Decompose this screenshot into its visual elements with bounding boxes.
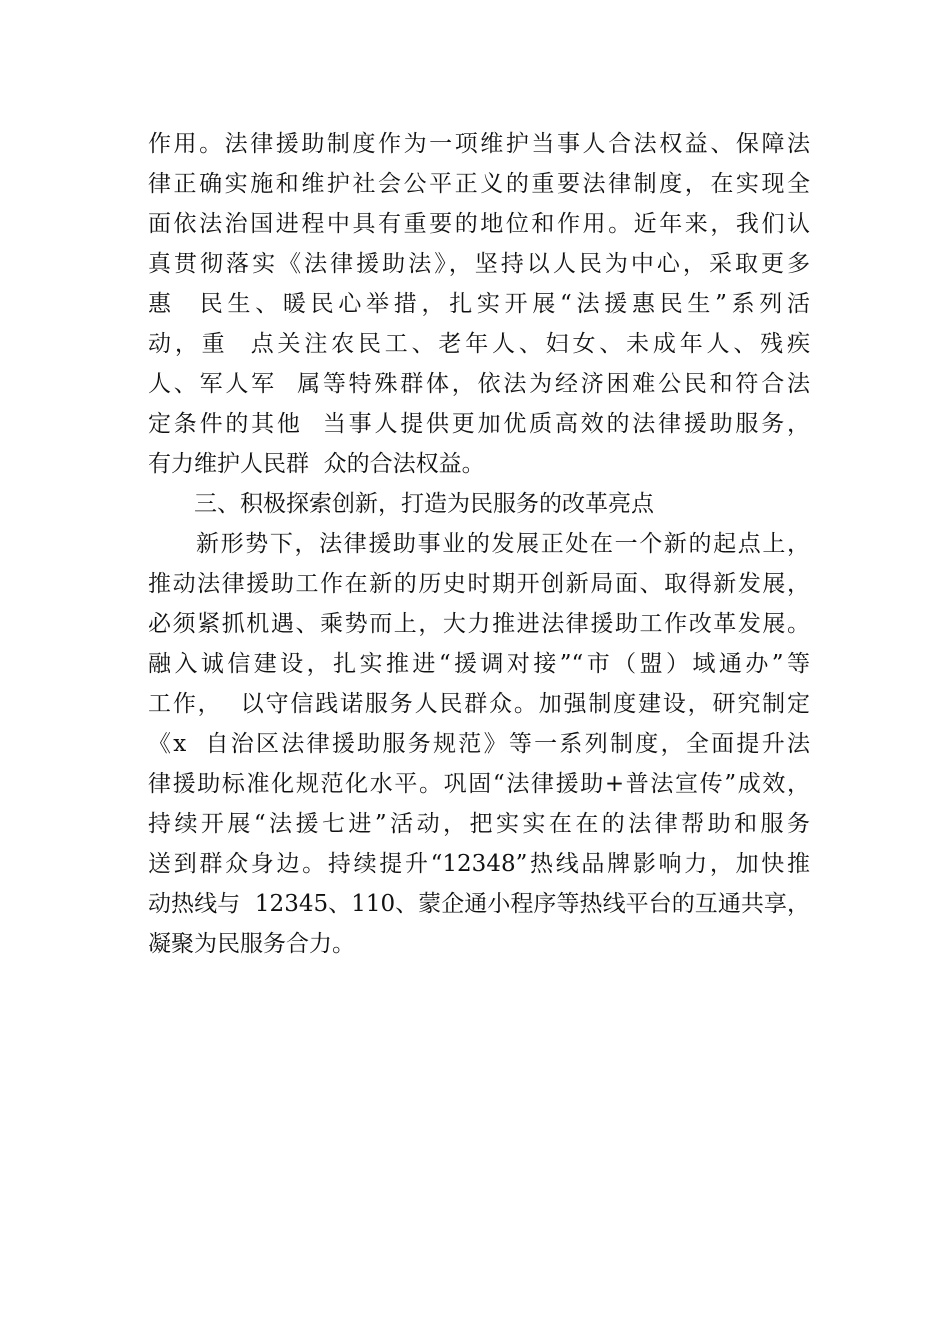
paragraph-2-line: 持续开展“法援七进”活动，把实实在在的法律帮助和服务 — [148, 811, 810, 837]
paragraph-1-line: 律正确实施和维护社会公平正义的重要法律制度，在实现全 — [148, 171, 810, 197]
paragraph-2-line: 动热线与 12345、110、蒙企通小程序等热线平台的互通共享， — [148, 891, 810, 917]
section-heading: 三、积极探索创新，打造为民服务的改革亮点 — [194, 491, 654, 517]
paragraph-1-line: 人、军人军 属等特殊群体，依法为经济困难公民和符合法 — [148, 371, 810, 397]
paragraph-1-line: 定条件的其他 当事人提供更加优质高效的法律援助服务， — [148, 411, 810, 437]
paragraph-2-line: 凝聚为民服务合力。 — [148, 931, 355, 957]
paragraph-2-line: 工作， 以守信践诺服务人民群众。加强制度建设，研究制定 — [148, 691, 810, 717]
document-body — [148, 124, 810, 964]
paragraph-2-line: 新形势下，法律援助事业的发展正处在一个新的起点上， — [196, 531, 810, 557]
paragraph-1-line: 动，重 点关注农民工、老年人、妇女、未成年人、残疾 — [148, 331, 810, 357]
paragraph-2-line: 送到群众身边。持续提升“12348”热线品牌影响力，加快推 — [148, 851, 810, 877]
paragraph-2-line: 《x 自治区法律援助服务规范》等一系列制度，全面提升法 — [148, 731, 810, 757]
paragraph-2-line: 融入诚信建设，扎实推进“援调对接”“市（盟）域通办”等 — [148, 651, 810, 677]
paragraph-1-line: 有力维护人民群 众的合法权益。 — [148, 451, 485, 477]
paragraph-2-line: 必须紧抓机遇、乘势而上，大力推进法律援助工作改革发展。 — [148, 611, 810, 637]
paragraph-1-line: 作用。法律援助制度作为一项维护当事人合法权益、保障法 — [148, 131, 810, 157]
paragraph-1-line: 面依法治国进程中具有重要的地位和作用。近年来，我们认 — [148, 211, 810, 237]
paragraph-1-line: 真贯彻落实《法律援助法》，坚持以人民为中心，采取更多 — [148, 251, 810, 277]
paragraph-2-line: 律援助标准化规范化水平。巩固“法律援助+普法宣传”成效， — [148, 771, 810, 797]
paragraph-1-line: 惠 民生、暖民心举措，扎实开展“法援惠民生”系列活 — [148, 291, 810, 317]
paragraph-2-line: 推动法律援助工作在新的历史时期开创新局面、取得新发展， — [148, 571, 810, 597]
